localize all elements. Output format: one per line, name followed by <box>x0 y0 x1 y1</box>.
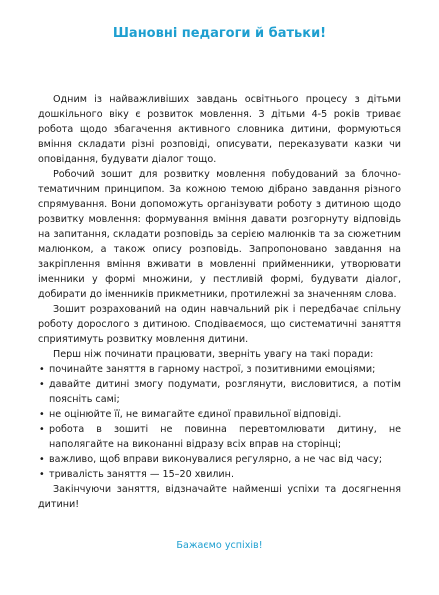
tip-item: • тривалість заняття — 15–20 хвилин. <box>38 467 401 482</box>
paragraph-workbook: Робочий зошит для розвитку мовлення побудований за блочно-тематичним принципом. За кожною темою дібрано завдання різного спрямування. Вони допоможуть організувати роботу з дитиною щодо розвитку мовлення: формування вміння давати розгорнуту відповідь на запитання, складати розповідь за серією малюнків та за сюжетним малюнком, а також опису розповідь. Запропоновано завдання на закріплення вміння вживати в мовленні прийменники, утворювати іменники у формі множини, у пестливій формі, будувати діалог, добирати до іменників прикметники, протилежні за значенням слова. <box>38 169 401 300</box>
closing-wish: Бажаємо успіхів! <box>176 540 263 551</box>
paragraph-schedule: Зошит розрахований на один навчальний рік і передбачає спільну роботу дорослого з дитиною. Сподіваємося, що систематичні заняття сприятимуть розвитку мовлення дитини. <box>38 304 401 345</box>
tip-item: • давайте дитині змогу подумати, розглянути, висловитися, а потім поясніть самі; <box>38 377 401 407</box>
paragraph-tips-intro: Перш ніж починати працювати, зверніть увагу на такі поради: <box>53 349 374 360</box>
tips-list <box>38 362 401 482</box>
tip-item: • важливо, щоб вправи виконувалися регулярно, а не час від часу; <box>38 452 401 467</box>
paragraph-intro: Одним із найважливіших завдань освітнього процесу з дітьми дошкільного віку є розвиток мовлення. З дітьми 4-5 років триває робота щодо збагачення активного словника дитини, формуються вміння складати різні розповіді, описувати, переказувати казки чи оповідання, будувати діалог тощо. <box>38 94 401 165</box>
body-text <box>38 92 401 512</box>
paragraph-final: Закінчуючи заняття, відзначайте найменші успіхи та досягнення дитини! <box>38 484 401 510</box>
tip-item: • робота в зошиті не повинна перевтомлювати дитину, не наполягайте на виконанні відразу всіх вправ на сторінці; <box>38 422 401 452</box>
tip-item: • не оцінюйте її, не вимагайте єдиної правильної відповіді. <box>38 407 401 422</box>
tip-item: • починайте заняття в гарному настрої, з позитивними емоціями; <box>38 362 401 377</box>
page-title: Шановні педагоги й батьки! <box>112 26 327 41</box>
